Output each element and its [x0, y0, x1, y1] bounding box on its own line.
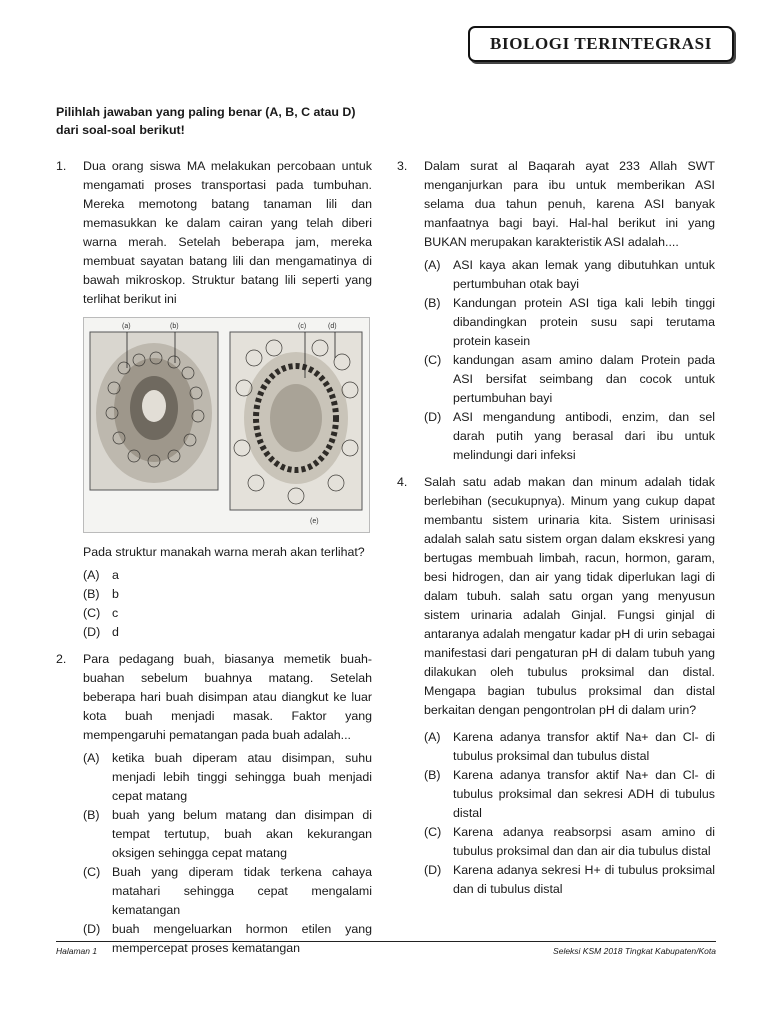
option-letter: (D) [424, 410, 442, 424]
question-number: 3. [397, 159, 408, 173]
answer-options [424, 728, 715, 899]
option-letter: (A) [424, 258, 441, 272]
option-letter: (D) [83, 922, 101, 936]
question-number: 4. [397, 475, 408, 489]
option-letter: (D) [424, 863, 442, 877]
option-text: Buah yang diperam tidak terkena cahaya matahari sehingga cepat mengalami kematangan [112, 865, 372, 917]
figure-label-a: (a) [122, 323, 131, 330]
option-letter: (D) [83, 625, 101, 639]
option-b[interactable] [424, 766, 715, 823]
option-text: Karena adanya transfor aktif Na+ dan Cl- di tubulus proksimal dan sekresi ADH di tubulus distal [453, 768, 715, 820]
question-1 [56, 157, 372, 642]
question-text: Dalam surat al Baqarah ayat 233 Allah SWT menganjurkan para ibu untuk memberikan ASI selama dua tahun penuh, karena ASI banyak manfaatnya bagi bayi. Hal-hal berikut ini yang BUKAN merupakan karakteristik ASI adalah.... [424, 159, 715, 249]
option-d[interactable] [83, 623, 372, 642]
option-d[interactable] [83, 920, 372, 958]
option-a[interactable] [424, 728, 715, 766]
option-c[interactable] [83, 604, 372, 623]
footer-page-number: Halaman 1 [56, 946, 98, 956]
right-column [397, 157, 715, 907]
option-letter: (C) [83, 865, 101, 879]
option-d[interactable] [424, 408, 715, 465]
question-number: 1. [56, 159, 67, 173]
question-text: Salah satu adab makan dan minum adalah tidak berlebihan (secukupnya). Minum yang cukup dapat membantu sistem urinaria kita. Sistem urinisasi adalah salah satu sistem organ dalam ekskresi yang bertugas membuah limbah, racun, hormon, garam, besi hidrogen, dan air yang tidak diperlukan lagi di dalam tubuh. salah satu organ yang menyusun sistem urinaria adalah Ginjal. Fungsi ginjal di antaranya adalah mengatur kadar pH di urin sebagai manifestasi dari pengaturan pH di dalam tubuh yang dilakukan oleh tubulus proksimal dan distal. Mengapa bagian tubulus proksimal dan distal berkaitan dengan pengontrolan pH di dalam urin? [424, 475, 715, 717]
option-text: kandungan asam amino dalam Protein pada ASI bersifat seimbang dan cocok untuk pertumbuhan bayi [453, 353, 715, 405]
question-text: Para pedagang buah, biasanya memetik buah-buahan sebelum buahnya matang. Setelah beberapa hari buah disimpan atau diangkut ke luar kota buah menjadi masak. Faktor yang mempengaruhi pematangan pada buah adalah... [83, 652, 372, 742]
option-b[interactable] [83, 806, 372, 863]
option-c[interactable] [424, 351, 715, 408]
option-text: ketika buah diperam atau disimpan, suhu menjadi lebih tinggi sehingga buah menjadi cepat matang [112, 751, 372, 803]
option-text: buah mengeluarkan hormon etilen yang mempercepat proses kematangan [112, 922, 372, 955]
question-prompt: Pada struktur manakah warna merah akan terlihat? [83, 545, 365, 559]
option-letter: (B) [424, 768, 441, 782]
footer-exam-title: Seleksi KSM 2018 Tingkat Kabupaten/Kota [553, 946, 716, 956]
option-a[interactable] [83, 749, 372, 806]
option-text: ASI mengandung antibodi, enzim, dan sel darah putih yang berasal dari ibu untuk melindungi dari infeksi [453, 410, 715, 462]
option-letter: (A) [83, 568, 100, 582]
option-text: ASI kaya akan lemak yang dibutuhkan untuk pertumbuhan otak bayi [453, 258, 715, 291]
option-letter: (C) [424, 825, 442, 839]
question-3 [397, 157, 715, 465]
footer-divider [56, 941, 716, 942]
figure-label-d: (d) [328, 323, 337, 330]
figure-label-e: (e) [310, 518, 319, 525]
option-letter: (B) [83, 808, 100, 822]
lily-stem-micrograph-figure [83, 317, 370, 533]
option-a[interactable] [83, 566, 372, 585]
question-text: Dua orang siswa MA melakukan percobaan untuk mengamati proses transportasi pada tumbuhan. Mereka memotong batang tanaman lili dan memasukkan ke dalam cairan yang telah diberi warna merah. Setelah beberapa jam, mereka membuat sayatan batang lili dan mengamatinya di bawah mikroskop. Struktur batang lili seperti yang terlihat berikut ini [83, 159, 372, 306]
figure-label-b: (b) [170, 323, 179, 330]
option-text: Karena adanya reabsorpsi asam amino di tubulus proksimal dan dan air dia tubulus distal [453, 825, 715, 858]
option-letter: (B) [83, 587, 100, 601]
option-b[interactable] [424, 294, 715, 351]
option-text: b [112, 587, 119, 601]
option-letter: (C) [83, 606, 101, 620]
question-number: 2. [56, 652, 67, 666]
page-header-title: BIOLOGI TERINTEGRASI [468, 26, 734, 62]
option-letter: (A) [83, 751, 100, 765]
question-2 [56, 650, 372, 958]
option-text: a [112, 568, 119, 582]
figure-label-c: (c) [298, 323, 307, 330]
option-letter: (B) [424, 296, 441, 310]
question-4 [397, 473, 715, 899]
left-column [56, 103, 372, 966]
option-text: Kandungan protein ASI tiga kali lebih tinggi dibandingkan protein susu sapi terutama protein kasein [453, 296, 715, 348]
option-d[interactable] [424, 861, 715, 899]
answer-options [83, 749, 372, 958]
option-text: buah yang belum matang dan disimpan di tempat tertutup, buah akan kekurangan oksigen sehingga cepat matang [112, 808, 372, 860]
option-a[interactable] [424, 256, 715, 294]
answer-options [83, 566, 372, 642]
option-text: d [112, 625, 119, 639]
option-letter: (A) [424, 730, 441, 744]
option-text: c [112, 606, 119, 620]
option-b[interactable] [83, 585, 372, 604]
option-text: Karena adanya sekresi H+ di tubulus proksimal dan di tubulus distal [453, 863, 715, 896]
instruction-text: Pilihlah jawaban yang paling benar (A, B, C atau D) dari soal-soal berikut! [56, 105, 356, 137]
option-c[interactable] [83, 863, 372, 920]
option-letter: (C) [424, 353, 442, 367]
option-text: Karena adanya transfor aktif Na+ dan Cl- di tubulus proksimal dan tubulus distal [453, 730, 715, 763]
stem-cross-section-illustration [84, 318, 369, 532]
option-c[interactable] [424, 823, 715, 861]
answer-options [424, 256, 715, 465]
